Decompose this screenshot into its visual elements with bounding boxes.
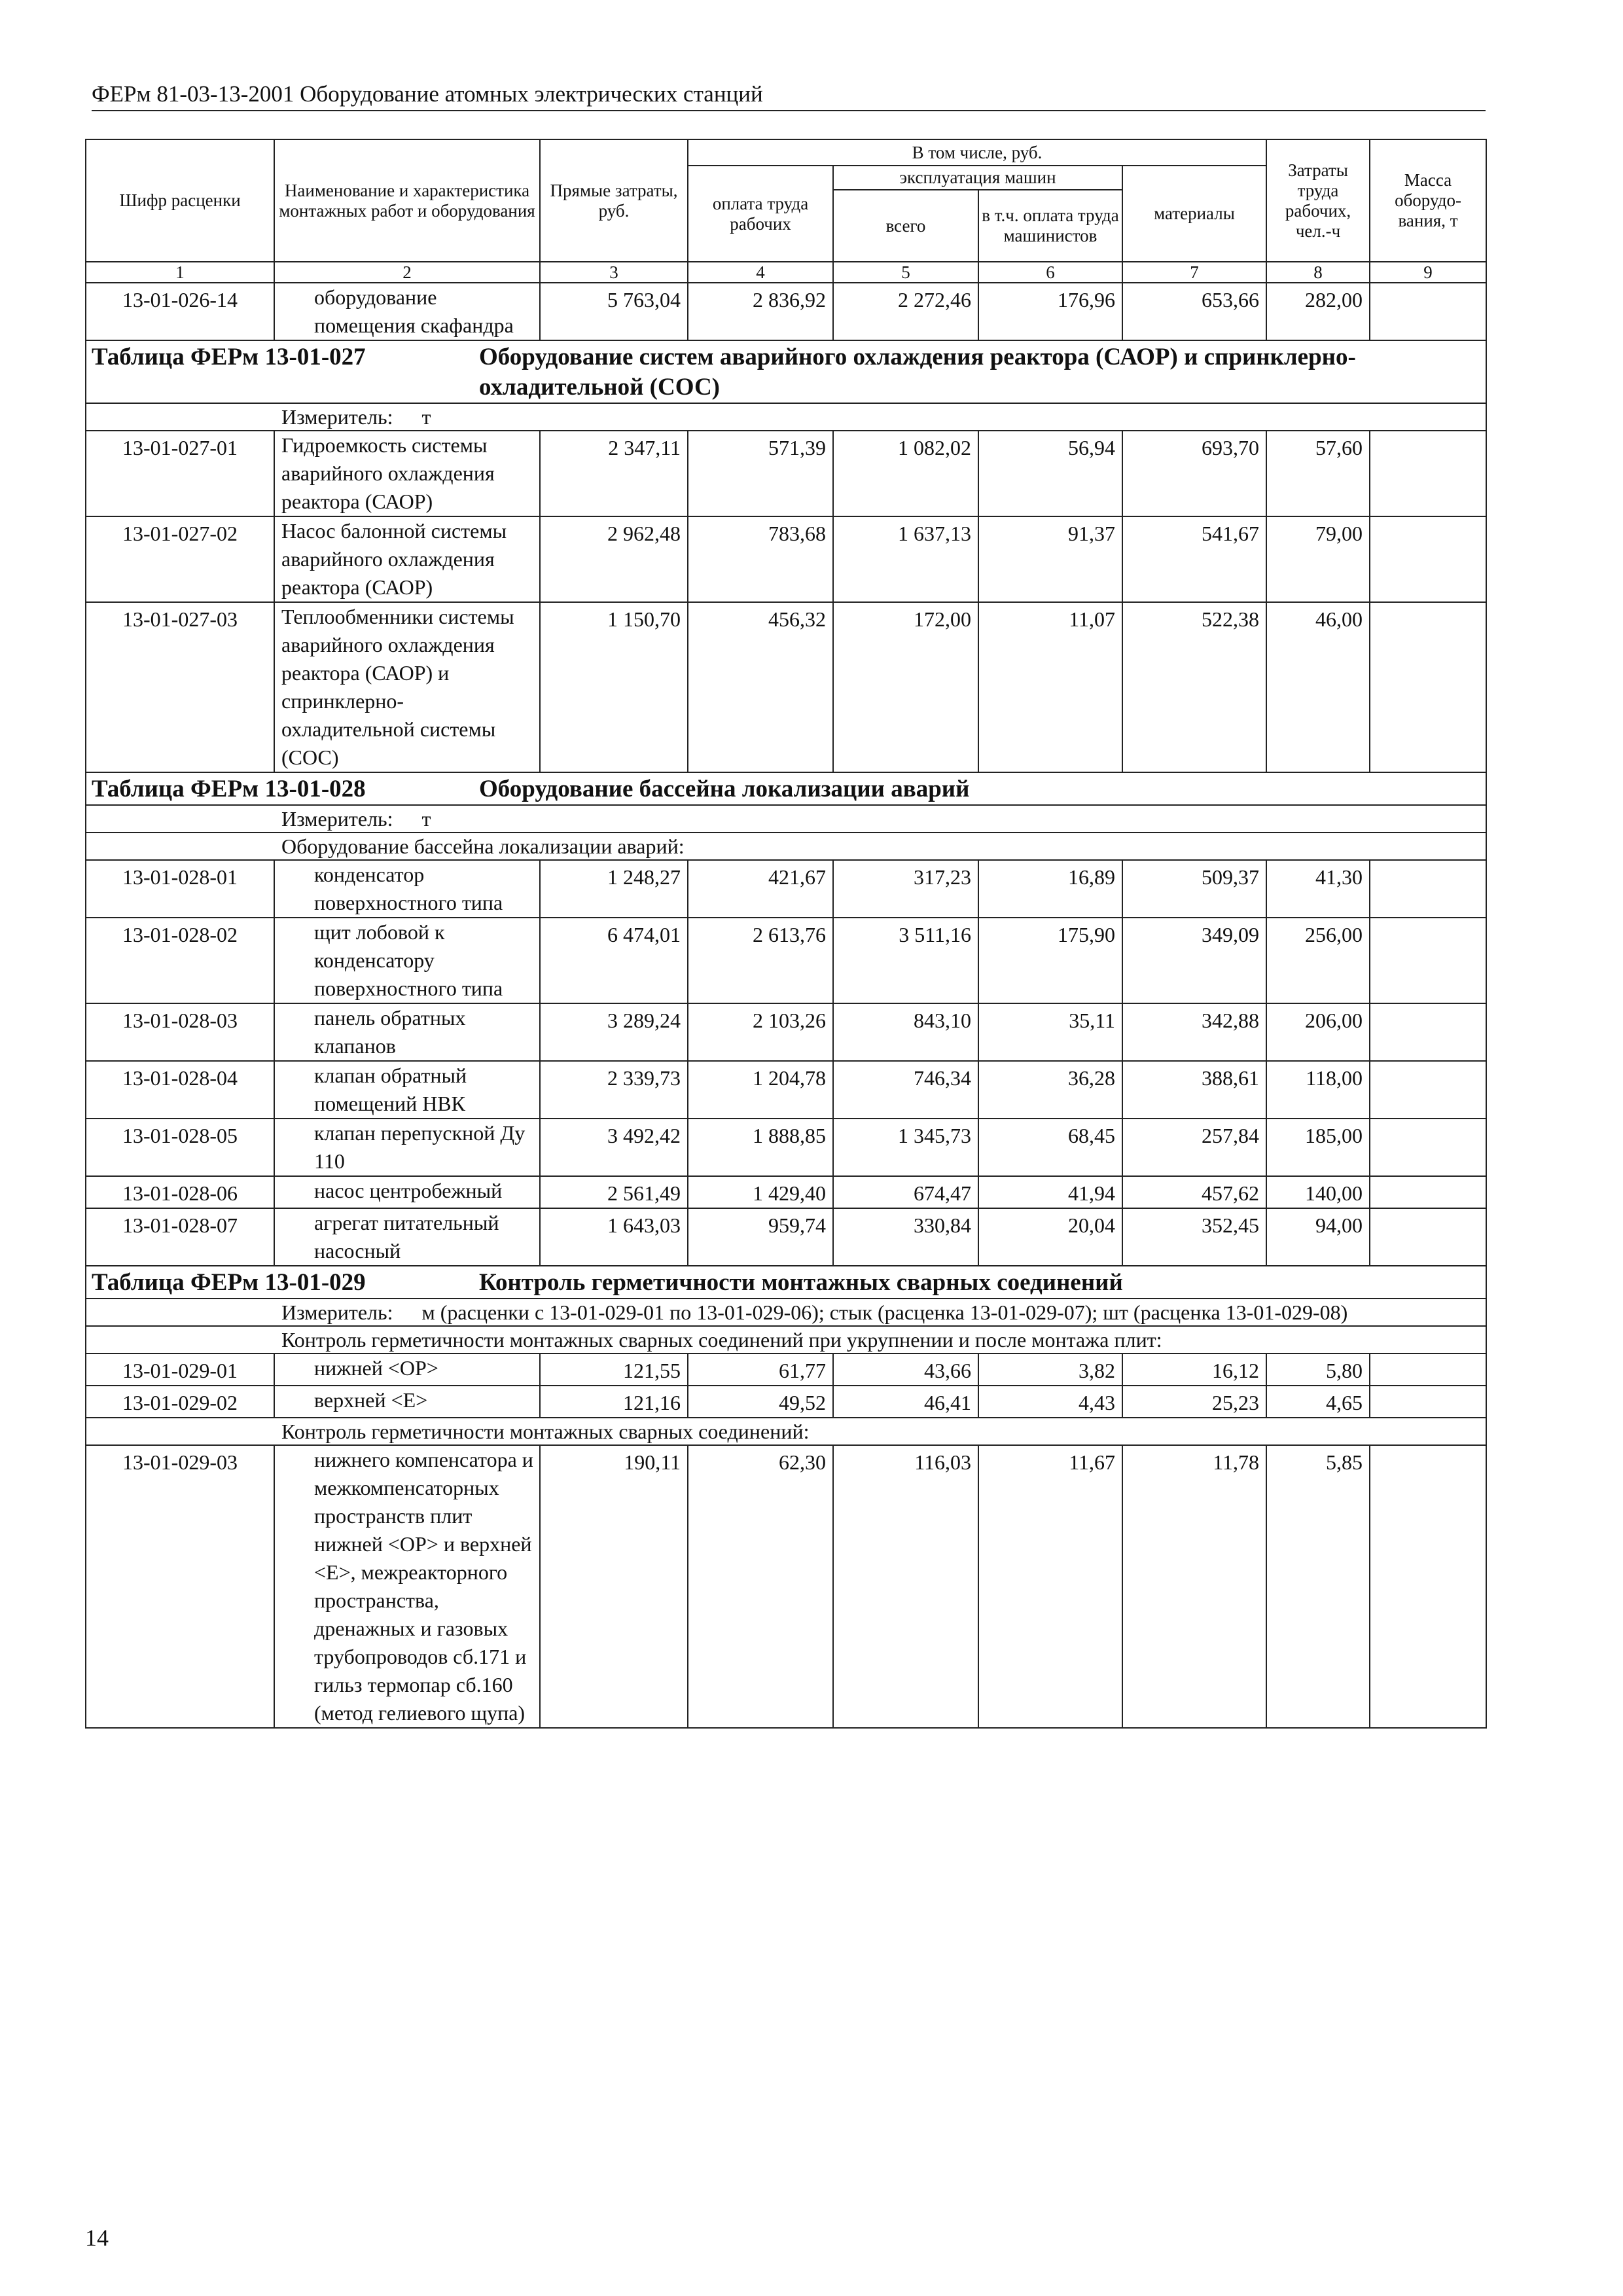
rate-code: 13-01-028-06 xyxy=(86,1176,274,1208)
cell-machines-total: 172,00 xyxy=(833,602,978,772)
subheader-row xyxy=(86,833,1486,860)
cell-machinists-pay: 3,82 xyxy=(978,1354,1122,1386)
cell-labor-pay: 1 888,85 xyxy=(688,1119,833,1176)
header-name: Наименование и характеристика монтажных работ и оборудования xyxy=(274,139,540,262)
cell-materials: 11,78 xyxy=(1122,1445,1266,1728)
cell-mass xyxy=(1370,1386,1486,1418)
cell-machines-total: 317,23 xyxy=(833,860,978,918)
cell-labor-hours: 282,00 xyxy=(1266,283,1370,340)
cell-direct-costs: 1 643,03 xyxy=(540,1208,688,1266)
table-row xyxy=(86,431,1486,516)
section-label: Таблица ФЕРм 13-01-028 xyxy=(92,776,366,802)
work-name: агрегат питательный насосный xyxy=(274,1208,540,1266)
section-title: Оборудование бассейна локализации аварий xyxy=(479,776,970,802)
cell-machines-total: 46,41 xyxy=(833,1386,978,1418)
cell-materials: 509,37 xyxy=(1122,860,1266,918)
cell-mass xyxy=(1370,516,1486,602)
cell-materials: 541,67 xyxy=(1122,516,1266,602)
rate-code: 13-01-029-01 xyxy=(86,1354,274,1386)
rate-code: 13-01-028-03 xyxy=(86,1003,274,1061)
cell-direct-costs: 121,55 xyxy=(540,1354,688,1386)
column-number: 3 xyxy=(540,262,688,283)
rate-code: 13-01-028-07 xyxy=(86,1208,274,1266)
cell-machinists-pay: 175,90 xyxy=(978,918,1122,1003)
table-row xyxy=(86,1176,1486,1208)
cell-labor-pay: 456,32 xyxy=(688,602,833,772)
section-row xyxy=(86,1266,1486,1299)
cell-labor-hours: 79,00 xyxy=(1266,516,1370,602)
table-row xyxy=(86,860,1486,918)
cell-labor-pay: 571,39 xyxy=(688,431,833,516)
cell-materials: 522,38 xyxy=(1122,602,1266,772)
work-name: клапан обратный помещений НВК xyxy=(274,1061,540,1119)
cell-materials: 16,12 xyxy=(1122,1354,1266,1386)
rate-code: 13-01-028-04 xyxy=(86,1061,274,1119)
cell-labor-hours: 4,65 xyxy=(1266,1386,1370,1418)
subheader-text: Оборудование бассейна локализации аварий: xyxy=(281,834,685,858)
cell-mass xyxy=(1370,431,1486,516)
cell-machines-total: 746,34 xyxy=(833,1061,978,1119)
cell-labor-pay: 62,30 xyxy=(688,1445,833,1728)
header-code: Шифр расценки xyxy=(86,139,274,262)
column-number: 9 xyxy=(1370,262,1486,283)
cell-materials: 653,66 xyxy=(1122,283,1266,340)
cell-materials: 352,45 xyxy=(1122,1208,1266,1266)
measure-unit: т xyxy=(421,807,431,831)
cell-direct-costs: 2 339,73 xyxy=(540,1061,688,1119)
cell-mass xyxy=(1370,602,1486,772)
table-row xyxy=(86,516,1486,602)
page-header: ФЕРм 81-03-13-2001 Оборудование атомных электрических станций xyxy=(92,79,1486,111)
cell-materials: 388,61 xyxy=(1122,1061,1266,1119)
cell-labor-hours: 140,00 xyxy=(1266,1176,1370,1208)
cell-mass xyxy=(1370,1176,1486,1208)
table-row xyxy=(86,1208,1486,1266)
page-number: 14 xyxy=(85,2225,109,2251)
cell-labor-pay: 959,74 xyxy=(688,1208,833,1266)
cell-direct-costs: 2 962,48 xyxy=(540,516,688,602)
subheader-text: Контроль герметичности монтажных сварных соединений при укрупнении и после монтажа плит: xyxy=(281,1328,1162,1352)
rate-code: 13-01-028-05 xyxy=(86,1119,274,1176)
cell-machines-total: 116,03 xyxy=(833,1445,978,1728)
cell-labor-hours: 5,80 xyxy=(1266,1354,1370,1386)
rate-code: 13-01-028-01 xyxy=(86,860,274,918)
header-mass: Масса оборудо-вания, т xyxy=(1370,139,1486,262)
cell-machines-total: 1 345,73 xyxy=(833,1119,978,1176)
cell-labor-pay: 2 613,76 xyxy=(688,918,833,1003)
cell-mass xyxy=(1370,1445,1486,1728)
work-name: верхней <Е> xyxy=(274,1386,540,1418)
cell-materials: 693,70 xyxy=(1122,431,1266,516)
cell-machinists-pay: 41,94 xyxy=(978,1176,1122,1208)
header-machines: эксплуатация машин xyxy=(833,166,1122,190)
table-row xyxy=(86,283,1486,340)
cell-labor-pay: 1 204,78 xyxy=(688,1061,833,1119)
cell-machines-total: 674,47 xyxy=(833,1176,978,1208)
header-machinists-pay: в т.ч. оплата труда машинистов xyxy=(978,190,1122,262)
cell-labor-hours: 41,30 xyxy=(1266,860,1370,918)
column-number: 2 xyxy=(274,262,540,283)
cell-machines-total: 843,10 xyxy=(833,1003,978,1061)
cell-machinists-pay: 35,11 xyxy=(978,1003,1122,1061)
table-body xyxy=(86,283,1486,1728)
cell-direct-costs: 3 289,24 xyxy=(540,1003,688,1061)
work-name: Насос балонной системы аварийного охлаждения реактора (САОР) xyxy=(274,516,540,602)
cell-labor-pay: 49,52 xyxy=(688,1386,833,1418)
cell-labor-pay: 1 429,40 xyxy=(688,1176,833,1208)
table-row xyxy=(86,1386,1486,1418)
cell-direct-costs: 2 347,11 xyxy=(540,431,688,516)
work-name: щит лобовой к конденсатору поверхностного типа xyxy=(274,918,540,1003)
cell-mass xyxy=(1370,1061,1486,1119)
work-name: конденсатор поверхностного типа xyxy=(274,860,540,918)
measure-unit: м (расценки с 13-01-029-01 по 13-01-029-06); стык (расценка 13-01-029-07); шт (расценка 13-01-029-08) xyxy=(421,1300,1348,1324)
measure-unit: т xyxy=(421,405,431,429)
measure-label: Измеритель: xyxy=(281,807,393,831)
table-row xyxy=(86,1003,1486,1061)
column-number: 5 xyxy=(833,262,978,283)
header-materials: материалы xyxy=(1122,166,1266,262)
section-row xyxy=(86,340,1486,403)
cell-machinists-pay: 68,45 xyxy=(978,1119,1122,1176)
cell-direct-costs: 3 492,42 xyxy=(540,1119,688,1176)
cell-machinists-pay: 20,04 xyxy=(978,1208,1122,1266)
cell-materials: 342,88 xyxy=(1122,1003,1266,1061)
subheader-row xyxy=(86,1418,1486,1445)
cell-labor-pay: 421,67 xyxy=(688,860,833,918)
column-number: 1 xyxy=(86,262,274,283)
cell-labor-pay: 2 836,92 xyxy=(688,283,833,340)
table-row xyxy=(86,1445,1486,1728)
cell-labor-pay: 2 103,26 xyxy=(688,1003,833,1061)
cell-direct-costs: 1 248,27 xyxy=(540,860,688,918)
cell-labor-hours: 57,60 xyxy=(1266,431,1370,516)
rate-code: 13-01-029-03 xyxy=(86,1445,274,1728)
column-number: 8 xyxy=(1266,262,1370,283)
cell-labor-hours: 46,00 xyxy=(1266,602,1370,772)
measure-row xyxy=(86,403,1486,431)
rate-code: 13-01-027-02 xyxy=(86,516,274,602)
cell-mass xyxy=(1370,918,1486,1003)
work-name: насос центробежный xyxy=(274,1176,540,1208)
work-name: клапан перепускной Ду 110 xyxy=(274,1119,540,1176)
section-title: Оборудование систем аварийного охлаждения реактора (САОР) и спринклерно-охладительной (СОС) xyxy=(479,344,1356,401)
work-name: оборудование помещения скафандра xyxy=(274,283,540,340)
section-label: Таблица ФЕРм 13-01-029 xyxy=(92,1269,366,1296)
rate-code: 13-01-028-02 xyxy=(86,918,274,1003)
cell-mass xyxy=(1370,1208,1486,1266)
cell-machinists-pay: 4,43 xyxy=(978,1386,1122,1418)
cell-machines-total: 1 637,13 xyxy=(833,516,978,602)
column-number: 6 xyxy=(978,262,1122,283)
cell-mass xyxy=(1370,860,1486,918)
cell-machinists-pay: 91,37 xyxy=(978,516,1122,602)
column-number: 4 xyxy=(688,262,833,283)
table-row xyxy=(86,918,1486,1003)
subheader-text: Контроль герметичности монтажных сварных соединений: xyxy=(281,1420,810,1443)
header-labor-hours: Затраты труда рабочих, чел.-ч xyxy=(1266,139,1370,262)
cell-machinists-pay: 11,67 xyxy=(978,1445,1122,1728)
cell-labor-hours: 118,00 xyxy=(1266,1061,1370,1119)
work-name: панель обратных клапанов xyxy=(274,1003,540,1061)
column-number: 7 xyxy=(1122,262,1266,283)
cell-materials: 25,23 xyxy=(1122,1386,1266,1418)
table-row xyxy=(86,602,1486,772)
cell-materials: 457,62 xyxy=(1122,1176,1266,1208)
table-row xyxy=(86,1354,1486,1386)
cell-machinists-pay: 16,89 xyxy=(978,860,1122,918)
cell-labor-hours: 256,00 xyxy=(1266,918,1370,1003)
header-machines-total: всего xyxy=(833,190,978,262)
cell-machinists-pay: 36,28 xyxy=(978,1061,1122,1119)
measure-label: Измеритель: xyxy=(281,1300,393,1324)
cell-labor-hours: 206,00 xyxy=(1266,1003,1370,1061)
cell-mass xyxy=(1370,283,1486,340)
cell-direct-costs: 6 474,01 xyxy=(540,918,688,1003)
cell-direct-costs: 121,16 xyxy=(540,1386,688,1418)
cell-labor-pay: 783,68 xyxy=(688,516,833,602)
section-row xyxy=(86,772,1486,805)
cell-machines-total: 3 511,16 xyxy=(833,918,978,1003)
cell-machinists-pay: 56,94 xyxy=(978,431,1122,516)
measure-row xyxy=(86,1299,1486,1326)
cell-direct-costs: 5 763,04 xyxy=(540,283,688,340)
cell-machinists-pay: 11,07 xyxy=(978,602,1122,772)
rate-code: 13-01-026-14 xyxy=(86,283,274,340)
cell-labor-hours: 185,00 xyxy=(1266,1119,1370,1176)
work-name: Гидроемкость системы аварийного охлаждения реактора (САОР) xyxy=(274,431,540,516)
cell-labor-pay: 61,77 xyxy=(688,1354,833,1386)
work-name: Теплообменники системы аварийного охлаждения реактора (САОР) и спринклерно-охладительной системы (СОС) xyxy=(274,602,540,772)
cell-labor-hours: 94,00 xyxy=(1266,1208,1370,1266)
cell-machines-total: 43,66 xyxy=(833,1354,978,1386)
cell-mass xyxy=(1370,1354,1486,1386)
cell-mass xyxy=(1370,1119,1486,1176)
header-direct-costs: Прямые затраты, руб. xyxy=(540,139,688,262)
work-name: нижней <ОР> xyxy=(274,1354,540,1386)
subheader-row xyxy=(86,1326,1486,1354)
rate-code: 13-01-027-01 xyxy=(86,431,274,516)
section-title: Контроль герметичности монтажных сварных соединений xyxy=(479,1269,1123,1296)
rates-table xyxy=(85,139,1487,1729)
table-row xyxy=(86,1119,1486,1176)
rate-code: 13-01-029-02 xyxy=(86,1386,274,1418)
cell-machinists-pay: 176,96 xyxy=(978,283,1122,340)
rate-code: 13-01-027-03 xyxy=(86,602,274,772)
cell-machines-total: 330,84 xyxy=(833,1208,978,1266)
table-row xyxy=(86,1061,1486,1119)
cell-direct-costs: 2 561,49 xyxy=(540,1176,688,1208)
cell-labor-hours: 5,85 xyxy=(1266,1445,1370,1728)
cell-materials: 349,09 xyxy=(1122,918,1266,1003)
measure-label: Измеритель: xyxy=(281,405,393,429)
work-name: нижнего компенсатора и межкомпенсаторных пространств плит нижней <ОР> и верхней <Е>, межреакторного пространства, дренажных и газовых трубопроводов сб.171 и гильз термопар сб.160 (метод гелиевого щупа) xyxy=(274,1445,540,1728)
cell-mass xyxy=(1370,1003,1486,1061)
cell-machines-total: 1 082,02 xyxy=(833,431,978,516)
cell-machines-total: 2 272,46 xyxy=(833,283,978,340)
cell-direct-costs: 1 150,70 xyxy=(540,602,688,772)
header-including: В том числе, руб. xyxy=(688,139,1266,166)
measure-row xyxy=(86,805,1486,833)
cell-materials: 257,84 xyxy=(1122,1119,1266,1176)
header-labor-pay: оплата труда рабочих xyxy=(688,166,833,262)
section-label: Таблица ФЕРм 13-01-027 xyxy=(92,344,366,370)
cell-direct-costs: 190,11 xyxy=(540,1445,688,1728)
